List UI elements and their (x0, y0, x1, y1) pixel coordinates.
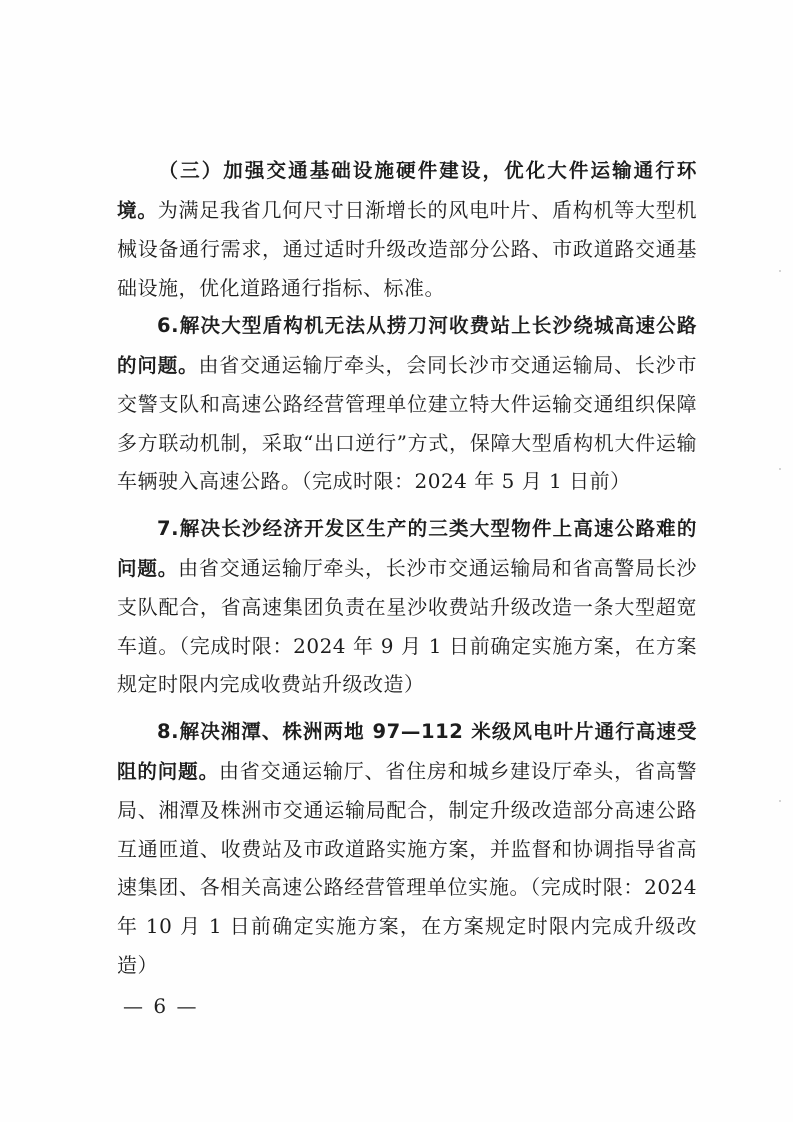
paragraph-lead: （三）加强交通基础设施硬件建设，优化大件运输通行环境。 (117, 159, 697, 222)
paragraph-section-3 (117, 151, 697, 307)
scan-speck (779, 800, 781, 802)
paragraph-body: 由省交通运输厅牵头，长沙市交通运输局和省高警局长沙支队配合，省高速集团负责在星沙收费站升级改造一条大型超宽车道。（完成时限：2024 年 9 月 1 日前确定实施方案，在方案规定时限内完成收费站升级改造） (117, 555, 697, 697)
paragraph-body: 由省交通运输厅、省住房和城乡建设厅牵头，省高警局、湘潭及株洲市交通运输局配合，制定升级改造部分高速公路互通匝道、收费站及市政道路实施方案，并监督和协调指导省高速集团、各相关高速公路经营管理单位实施。（完成时限：2024 年 10 月 1 日前确定实施方案，在方案规定时限内完成升级改造） (117, 758, 697, 977)
scan-speck (779, 270, 781, 272)
paragraph-item-7 (117, 509, 697, 704)
page-number: — 6 — (123, 994, 199, 1018)
paragraph-item-8 (117, 712, 697, 984)
scan-speck (779, 468, 781, 470)
paragraph-body: 为满足我省几何尺寸日渐增长的风电叶片、盾构机等大型机械设备通行需求，通过适时升级改造部分公路、市政道路交通基础设施，优化道路通行指标、标准。 (117, 197, 698, 300)
paragraph-lead: 7.解决长沙经济开发区生产的三类大型物件上高速公路难的问题。 (117, 517, 697, 580)
paragraph-lead: 6.解决大型盾构机无法从捞刀河收费站上长沙绕城高速公路的问题。 (117, 314, 697, 377)
paragraph-item-6 (117, 306, 697, 501)
paragraph-lead: 8.解决湘潭、株洲两地 97—112 米级风电叶片通行高速受阻的问题。 (117, 720, 697, 783)
paragraph-body: 由省交通运输厅牵头，会同长沙市交通运输局、长沙市交警支队和高速公路经营管理单位建立特大件运输交通组织保障多方联动机制，采取“出口逆行”方式，保障大型盾构机大件运输车辆驶入高速公路。（完成时限：2024 年 5 月 1 日前） (117, 352, 697, 494)
